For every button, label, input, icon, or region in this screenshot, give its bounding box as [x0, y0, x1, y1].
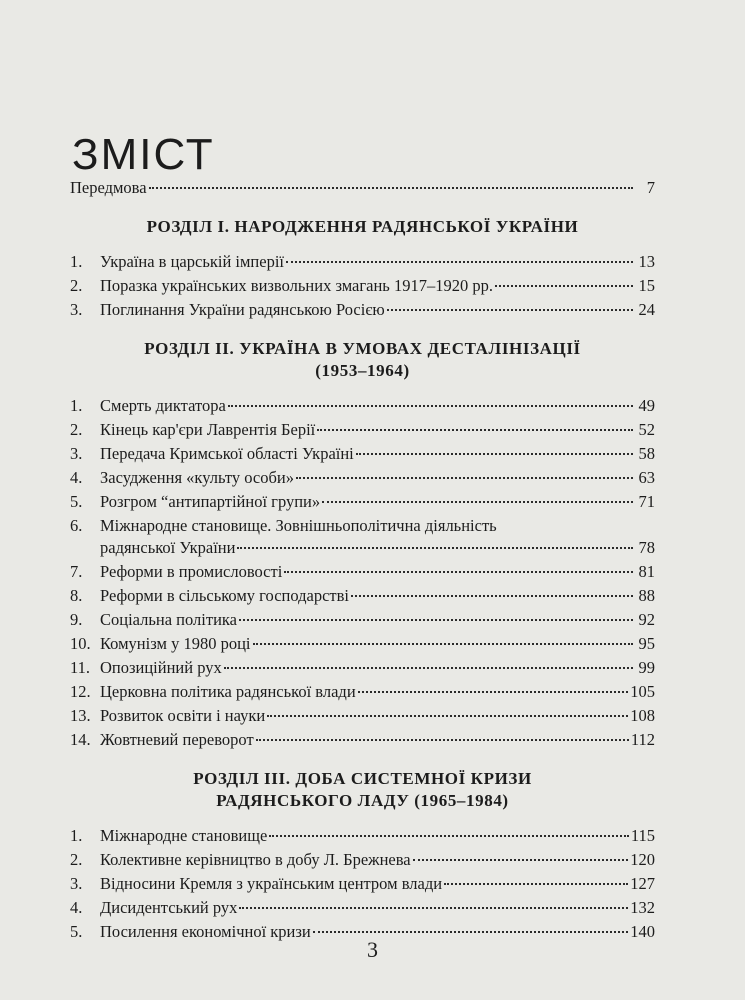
dot-leader [356, 452, 633, 455]
toc-entry-page: 88 [638, 586, 655, 605]
toc-entry-label: Реформи в сільському господарстві [100, 586, 350, 605]
toc-entry-page: 115 [630, 826, 655, 845]
dot-leader [358, 690, 629, 693]
dot-leader [239, 906, 628, 909]
toc-entry-number: 1. [70, 252, 83, 271]
dot-leader [228, 404, 633, 407]
toc-entry-label: радянської України [100, 538, 236, 557]
toc-entry-label: Засудження «культу особи» [100, 468, 294, 487]
toc-entry-label: Передача Кримської області Україні [100, 444, 354, 463]
toc-entry-label: Міжнародне становище. Зовнішньополітична діяльність [100, 516, 497, 535]
table-of-contents [70, 176, 655, 944]
toc-entry[interactable] [70, 394, 655, 418]
dot-leader [495, 284, 633, 287]
dot-leader [351, 594, 633, 597]
section-heading: РОЗДІЛ ІІ. УКРАЇНА В УМОВАХ ДЕСТАЛІНІЗАЦІЇ [144, 339, 581, 358]
toc-entry-page: 140 [630, 922, 655, 941]
toc-entry-label: Церковна політика радянської влади [100, 682, 356, 701]
toc-entry[interactable] [70, 632, 655, 656]
toc-entry[interactable] [70, 560, 655, 584]
toc-entry[interactable] [70, 680, 655, 704]
toc-entry-page: 105 [630, 682, 655, 701]
dot-leader [322, 500, 633, 503]
toc-entry-number: 3. [70, 444, 83, 463]
dot-leader [239, 618, 633, 621]
toc-entry-page: 127 [630, 874, 655, 893]
toc-entry[interactable] [70, 872, 655, 896]
toc-entry[interactable] [70, 274, 655, 298]
dot-leader [387, 308, 633, 311]
toc-entry-label: Колективне керівництво в добу Л. Брежнева [100, 850, 411, 869]
dot-leader [313, 930, 629, 933]
toc-entry[interactable] [70, 656, 655, 680]
toc-entry-label: Передмова [70, 178, 147, 197]
toc-entry[interactable] [70, 848, 655, 872]
dot-leader [256, 738, 629, 741]
toc-entry-label: Відносини Кремля з українським центром влади [100, 874, 443, 893]
dot-leader [253, 642, 634, 645]
section-heading: РАДЯНСЬКОГО ЛАДУ (1965–1984) [216, 791, 509, 810]
toc-entry-page: 49 [638, 396, 655, 415]
section-heading: РОЗДІЛ І. НАРОДЖЕННЯ РАДЯНСЬКОЇ УКРАЇНИ [146, 217, 579, 236]
toc-entry[interactable] [70, 418, 655, 442]
toc-entry[interactable] [70, 442, 655, 466]
toc-entry-number: 5. [70, 922, 83, 941]
toc-entry-number: 2. [70, 850, 83, 869]
toc-entry-label: Смерть диктатора [100, 396, 226, 415]
section-spacer [70, 812, 655, 824]
toc-entry-intro[interactable] [70, 176, 655, 200]
toc-entry-number: 6. [70, 516, 83, 535]
toc-entry-page: 108 [630, 706, 655, 725]
toc-entry-label: Опозиційний рух [100, 658, 222, 677]
dot-leader [413, 858, 629, 861]
toc-entry-label: Розвиток освіти і науки [100, 706, 266, 725]
toc-entry-number: 1. [70, 826, 83, 845]
toc-entry-label: Посилення економічної кризи [100, 922, 311, 941]
toc-entry[interactable] [70, 824, 655, 848]
toc-entry-number: 2. [70, 276, 83, 295]
section-spacer [70, 752, 655, 768]
toc-entry-number: 14. [70, 730, 91, 749]
toc-entry-page: 112 [630, 730, 655, 749]
toc-entry-page: 24 [638, 300, 655, 319]
page-title: ЗМІСТ [72, 130, 215, 180]
toc-entry-page: 120 [630, 850, 655, 869]
section-spacer [70, 238, 655, 250]
section-spacer [70, 200, 655, 216]
section-spacer [70, 382, 655, 394]
toc-entry-label: Міжнародне становище [100, 826, 268, 845]
toc-entry-number: 8. [70, 586, 83, 605]
toc-entry[interactable] [70, 536, 655, 560]
dot-leader [296, 476, 633, 479]
toc-entry-page: 95 [638, 634, 655, 653]
section-spacer [70, 322, 655, 338]
dot-leader [224, 666, 633, 669]
toc-entry[interactable] [70, 896, 655, 920]
toc-entry-page: 92 [638, 610, 655, 629]
toc-entry-label: Розгром “антипартійної групи» [100, 492, 321, 511]
section-heading: РОЗДІЛ ІІІ. ДОБА СИСТЕМНОЇ КРИЗИ [193, 769, 532, 788]
toc-entry-page: 63 [638, 468, 655, 487]
toc-entry[interactable] [70, 490, 655, 514]
toc-entry[interactable] [70, 466, 655, 490]
toc-entry[interactable] [70, 584, 655, 608]
toc-entry-label: Реформи в промисловості [100, 562, 283, 581]
section-heading: (1953–1964) [315, 361, 410, 380]
toc-entry-label: Жовтневий переворот [100, 730, 254, 749]
dot-leader [444, 882, 628, 885]
toc-entry-page: 52 [638, 420, 655, 439]
toc-entry-page: 58 [638, 444, 655, 463]
toc-entry-label: Поглинання України радянською Росією [100, 300, 385, 319]
toc-entry-number: 9. [70, 610, 83, 629]
toc-entry-number: 4. [70, 468, 83, 487]
toc-entry-label: Комунізм у 1980 році [100, 634, 251, 653]
toc-entry-label: Кінець кар'єри Лаврентія Берії [100, 420, 316, 439]
toc-entry-number: 11. [70, 658, 91, 677]
toc-entry-number: 4. [70, 898, 83, 917]
toc-entry-page: 13 [638, 252, 655, 271]
toc-entry-label: Дисидентський рух [100, 898, 238, 917]
toc-entry-page: 71 [638, 492, 655, 511]
toc-entry-number: 3. [70, 874, 83, 893]
toc-entry-number: 13. [70, 706, 91, 725]
dot-leader [284, 570, 633, 573]
toc-entry-page: 78 [638, 538, 655, 557]
toc-entry-page: 15 [638, 276, 655, 295]
dot-leader [267, 714, 628, 717]
toc-entry-line[interactable] [70, 514, 655, 536]
toc-entry-number: 2. [70, 420, 83, 439]
toc-entry-page: 7 [646, 178, 655, 197]
toc-entry-number: 3. [70, 300, 83, 319]
toc-entry-page: 99 [638, 658, 655, 677]
dot-leader [317, 428, 633, 431]
toc-entry[interactable] [70, 250, 655, 274]
toc-entry-number: 1. [70, 396, 83, 415]
dot-leader [237, 546, 633, 549]
page-number: 3 [367, 937, 378, 962]
toc-entry-number: 10. [70, 634, 91, 653]
toc-entry-number: 7. [70, 562, 83, 581]
toc-entry-page: 81 [638, 562, 655, 581]
toc-entry-label: Поразка українських визвольних змагань 1917–1920 рр. [100, 276, 493, 295]
toc-entry[interactable] [70, 298, 655, 322]
dot-leader [286, 260, 633, 263]
toc-entry-page: 132 [630, 898, 655, 917]
toc-entry-label: Соціальна політика [100, 610, 237, 629]
toc-entry[interactable] [70, 608, 655, 632]
toc-entry-number: 12. [70, 682, 91, 701]
toc-entry-label: Україна в царській імперії [100, 252, 285, 271]
dot-leader [269, 834, 629, 837]
toc-entry[interactable] [70, 704, 655, 728]
toc-entry[interactable] [70, 728, 655, 752]
dot-leader [149, 186, 633, 189]
toc-entry-number: 5. [70, 492, 83, 511]
